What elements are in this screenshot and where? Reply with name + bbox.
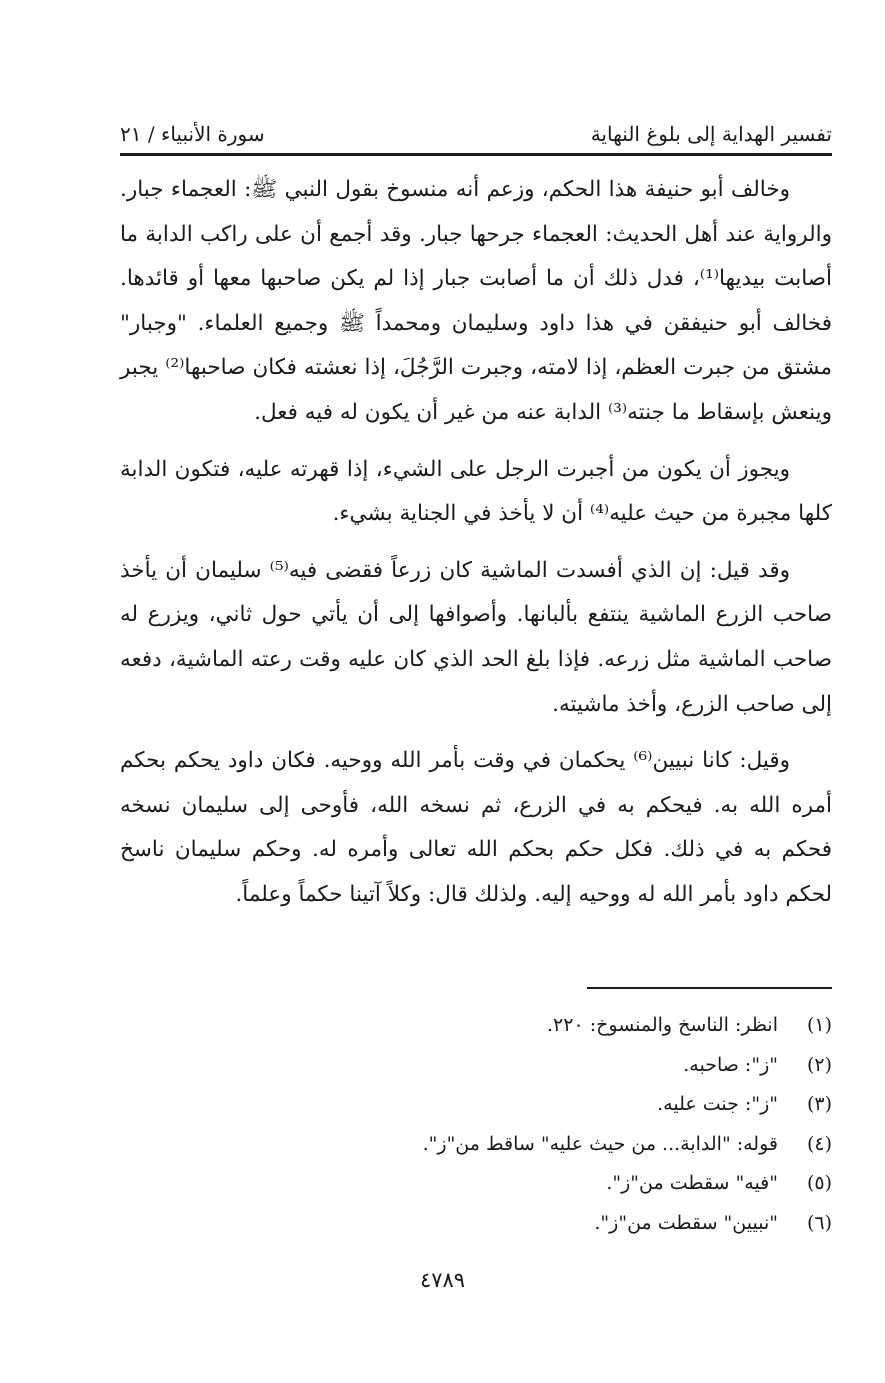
paragraph: وخالف أبو حنيفة هذا الحكم، وزعم أنه منسوخ بقول النبي ﷺ: العجماء جبار. والرواية عند أهل الحديث: العجماء جرحها جبار. وقد أجمع أن على راكب الدابة ما أصابت بيديها⁽¹⁾، فدل ذلك أن ما أصابت جبار إذا لم يكن صاحبها معها أو قائدها. فخالف أبو حنيفقن في هذا داود وسليمان ومحمداً ﷺ وجميع العلماء. "وجبار" مشتق من جبرت العظم، إذا لامته، وجبرت الرَّجُلَ، إذا نعشته فكان صاحبها⁽²⁾ يجبر وينعش بإسقاط ما جنته⁽³⁾ الدابة عنه من غير أن يكون له فيه فعل. — [120, 177, 832, 425]
footnote-number: (٥) — [806, 1172, 832, 1194]
paragraph: وقيل: كانا نبيين⁽⁶⁾ يحكمان في وقت بأمر الله ووحيه. فكان داود يحكم بحكم أمره الله به. فيحكم به في الزرع، ثم نسخه الله، فأوحى إلى سليمان نسخه فحكم به في ذلك. فكل حكم بحكم الله تعالى وأمره له. وحكم سليمان ناسخ لحكم داود بأمر الله له ووحيه إليه. ولذلك قال: وكلاً آتينا حكماً وعلماً. — [120, 748, 832, 907]
footnote-text: "نبيين" سقطت من"ز". — [594, 1211, 778, 1234]
footnote-text: "ز": صاحبه. — [683, 1053, 778, 1076]
footnote-item — [300, 1164, 832, 1204]
footnote-number: (٤) — [806, 1132, 832, 1155]
footnote-text: "فيه" سقطت من"ز". — [606, 1172, 778, 1194]
body-text — [120, 168, 832, 918]
footnote-number: (٦) — [806, 1211, 832, 1234]
book-title: تفسير الهداية إلى بلوغ النهاية — [590, 122, 832, 146]
surah-label: سورة الأنبياء / ٢١ — [120, 122, 265, 146]
running-header — [120, 108, 832, 146]
footnote-item — [300, 1006, 832, 1046]
footnote-item — [300, 1204, 832, 1244]
footnote-item — [300, 1125, 832, 1165]
header-rule — [120, 153, 832, 156]
footnote-number: (١) — [806, 1014, 832, 1036]
footnote-number: (٢) — [806, 1053, 832, 1076]
footnote-text: قوله: "الدابة... من حيث عليه" ساقط من"ز". — [422, 1132, 778, 1155]
page-number: ٤٧٨٩ — [419, 1268, 466, 1292]
footnote-item — [300, 1046, 832, 1086]
footnote-item — [300, 1085, 832, 1125]
footnotes — [300, 1006, 832, 1243]
paragraph: ويجوز أن يكون من أجبرت الرجل على الشيء، إذا قهرته عليه، فتكون الدابة كلها مجبرة من حيث عليه⁽⁴⁾ أن لا يأخذ في الجناية بشيء. — [120, 456, 832, 527]
footnote-number: (٣) — [806, 1093, 832, 1115]
footnote-text: "ز": جنت عليه. — [657, 1093, 778, 1115]
footnote-text: انظر: الناسخ والمنسوخ: ٢٢٠. — [547, 1014, 778, 1036]
footnote-rule — [587, 987, 832, 989]
paragraph: وقد قيل: إن الذي أفسدت الماشية كان زرعاً فقضى فيه⁽⁵⁾ سليمان أن يأخذ صاحب الزرع الماشية ينتفع بألبانها. وأصوافها إلى أن يأتي حول ثاني، ويزرع له صاحب الماشية مثل زرعه. فإذا بلغ الحد الذي كان عليه وقت رعته الماشية، دفعه إلى صاحب الزرع، وأخذ ماشيته. — [120, 557, 832, 717]
